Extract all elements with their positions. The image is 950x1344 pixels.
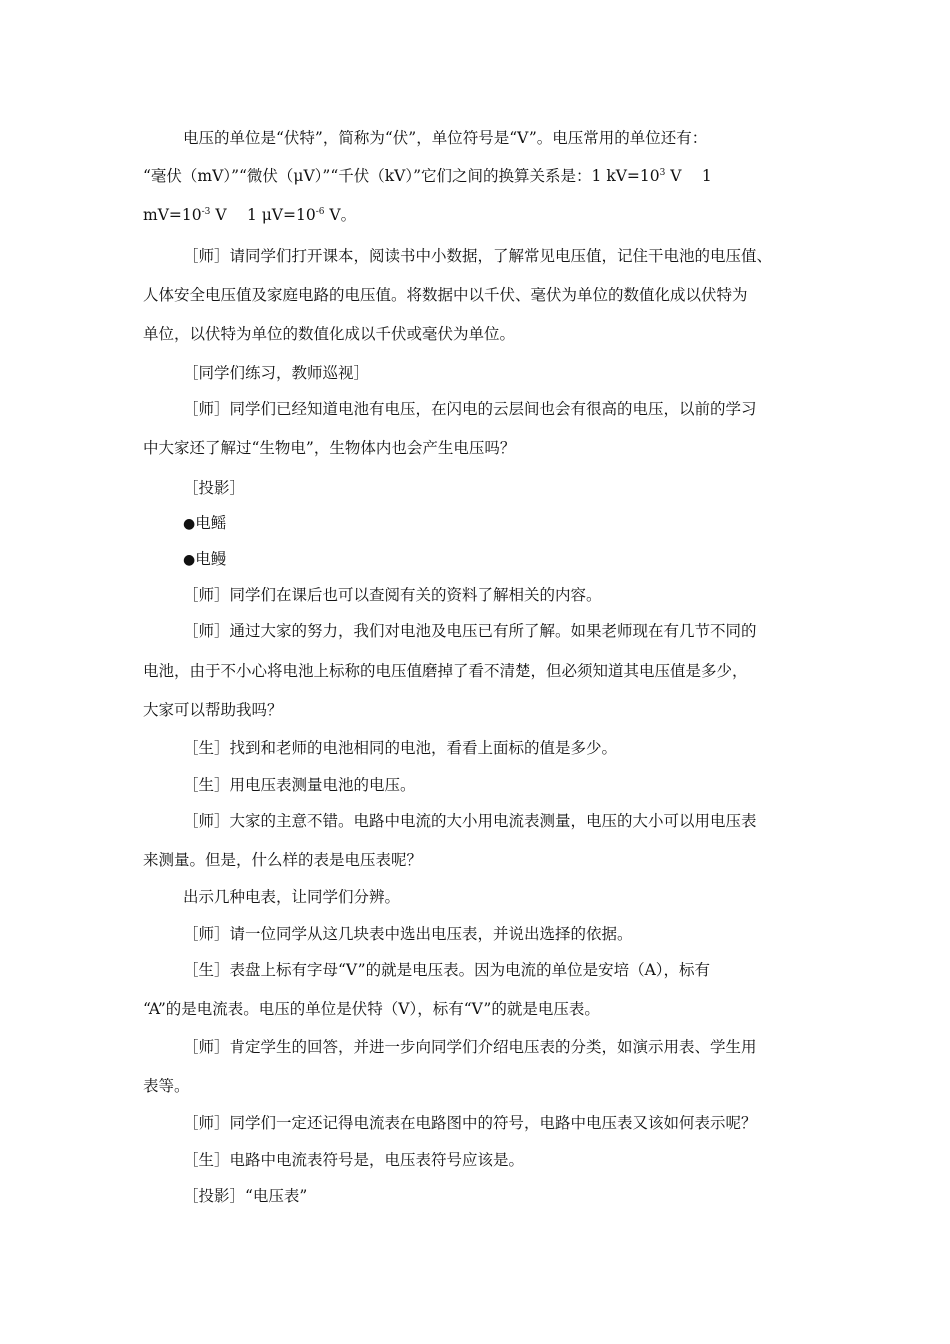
exponent: -6 <box>315 207 325 217</box>
paragraph-line: ［投影］“电压表” <box>183 1187 308 1205</box>
paragraph-line: ［生］表盘上标有字母“V”的就是电压表。因为电流的单位是安培（A），标有 <box>183 961 711 979</box>
list-item-text: 电鳗 <box>195 550 227 568</box>
paragraph-line: 表等。 <box>143 1077 190 1095</box>
paragraph-line: ［师］同学们一定还记得电流表在电路图中的符号，电路中电压表又该如何表示呢？ <box>183 1114 757 1132</box>
list-item <box>183 548 226 571</box>
paragraph-line: ［师］同学们在课后也可以查阅有关的资料了解相关的内容。 <box>183 586 602 604</box>
paragraph-line: ［师］请同学们打开课本，阅读书中小数据，了解常见电压值，记住干电池的电压值、 <box>183 247 773 265</box>
paragraph-line: ［生］电路中电流表符号是，电压表符号应该是。 <box>183 1151 525 1169</box>
paragraph-line: 单位，以伏特为单位的数值化成以千伏或毫伏为单位。 <box>143 325 516 343</box>
list-item-text: 电鳐 <box>195 514 227 532</box>
text-run: mV=10 <box>143 206 202 224</box>
paragraph-line: ［同学们练习，教师巡视］ <box>183 364 370 382</box>
paragraph-line: 电池，由于不小心将电池上标称的电压值磨掉了看不清楚，但必须知道其电压值是多少， <box>143 662 748 680</box>
paragraph-line: ［师］大家的主意不错。电路中电流的大小用电流表测量，电压的大小可以用电压表 <box>183 812 757 830</box>
paragraph-line: ［生］找到和老师的电池相同的电池，看看上面标的值是多少。 <box>183 739 618 757</box>
exponent: 3 <box>659 168 666 178</box>
paragraph-line: “A”的是电流表。电压的单位是伏特（V），标有“V”的就是电压表。 <box>143 1000 600 1018</box>
text-run: “毫伏（mV）”“微伏（μV）”“千伏（kV）”它们之间的换算关系是：1 kV=10 <box>143 167 660 185</box>
bullet-icon: ● <box>183 516 196 532</box>
text-run: V 1 <box>665 167 712 185</box>
paragraph-line: ［师］同学们已经知道电池有电压，在闪电的云层间也会有很高的电压，以前的学习 <box>183 400 757 418</box>
paragraph-line: 中大家还了解过“生物电”，生物体内也会产生电压吗？ <box>143 439 516 457</box>
paragraph-line: ［师］通过大家的努力，我们对电池及电压已有所了解。如果老师现在有几节不同的 <box>183 622 757 640</box>
paragraph-line: 大家可以帮助我吗？ <box>143 701 283 719</box>
list-item <box>183 512 226 535</box>
paragraph-line: ［师］肯定学生的回答，并进一步向同学们介绍电压表的分类，如演示用表、学生用 <box>183 1038 757 1056</box>
paragraph-line: 电压的单位是“伏特”，简称为“伏”，单位符号是“V”。电压常用的单位还有： <box>183 129 708 147</box>
paragraph-line <box>143 165 712 187</box>
paragraph-line <box>143 204 356 226</box>
text-run: V 1 μV=10 <box>210 206 316 224</box>
paragraph-line: 人体安全电压值及家庭电路的电压值。将数据中以千伏、毫伏为单位的数值化成以伏特为 <box>143 286 748 304</box>
bullet-icon: ● <box>183 552 196 568</box>
paragraph-line: ［生］用电压表测量电池的电压。 <box>183 776 416 794</box>
paragraph-line: 来测量。但是，什么样的表是电压表呢？ <box>143 851 423 869</box>
paragraph-line: ［投影］ <box>183 479 246 497</box>
paragraph-line: ［师］请一位同学从这几块表中选出电压表，并说出选择的依据。 <box>183 925 633 943</box>
text-run: V。 <box>324 206 357 224</box>
exponent: -3 <box>201 207 211 217</box>
paragraph-line: 出示几种电表，让同学们分辨。 <box>183 888 401 906</box>
